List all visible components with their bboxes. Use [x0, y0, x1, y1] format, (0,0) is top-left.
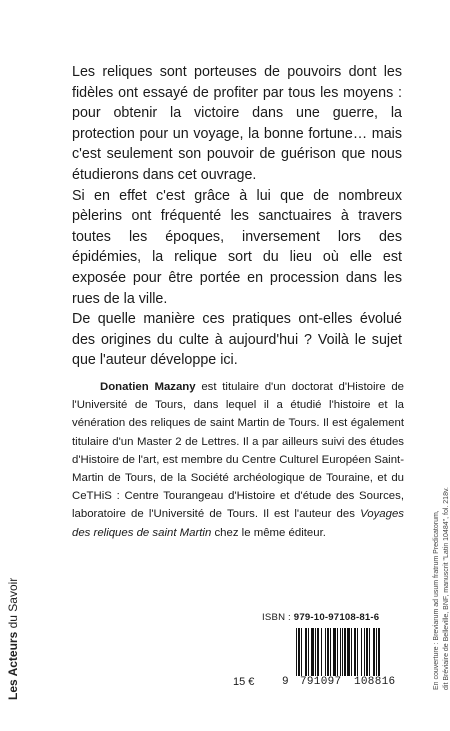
barcode-bar [366, 628, 368, 676]
bio-paragraph [72, 378, 404, 542]
barcode-bar [337, 628, 338, 676]
author-biography [72, 378, 404, 542]
cover-credit-line-1: En couverture : Breviarum ad usum fratrum Predicatorum, [433, 510, 440, 690]
bio-text-1: est titulaire d'un doctorat d'Histoire de l'Université de Tours, dans lequel il a étudié l'histoire et la vénération des reliques de saint Martin de Tours. Il est également titulaire d'un Master 2 de Lettres. Il a par ailleurs suivi des études d'Histoire de l'art, est membre du Centre Culturel Européen Saint-Martin de Tours, de la Société archéologique de Touraine, et du CeTHiS : Centre Tourangeau d'Histoire et d'étude des Sources, laboratoire de l'Université de Tours. Il est l'auteur des [72, 381, 405, 521]
barcode-bar [342, 628, 343, 676]
barcode-bar [357, 628, 358, 676]
blurb-paragraph-2: Si en effet c'est grâce à lui que de nombreux pèlerins ont fréquenté les sanctuaires à travers toutes les époques, inversement lors des épidémies, la relique sort du lieu où elle est exposée pour être portée en procession dans les rues de la ville. [72, 187, 402, 307]
blurb-paragraph-1: Les reliques sont porteuses de pouvoirs dont les fidèles ont essayé de profiter par tous les moyens : pour obtenir la victoire dans une guerre, la protection pour un voyage, la bonne fortune… mais c'est seulement son pouvoir de guérison que nous étudierons dans cet ouvrage. [72, 64, 402, 183]
blurb-paragraph-3: De quelle manière ces pratiques ont-elles évolué des origines du culte à aujourd'hui ? Voilà le sujet que l'auteur développe ici. [72, 311, 402, 369]
barcode-left-group: 791097 [300, 676, 342, 688]
barcode-bar [369, 628, 370, 676]
collection-name-rest: du Savoir [6, 577, 20, 632]
cover-credit [432, 487, 450, 690]
barcode-bar [308, 628, 309, 676]
barcode-bar [376, 628, 377, 676]
isbn-label: ISBN : [262, 612, 294, 623]
back-cover-blurb [72, 62, 402, 371]
collection-name-bold: Les Acteurs [6, 631, 20, 700]
barcode-bar [364, 628, 365, 676]
isbn-number: 979-10-97108-81-6 [293, 612, 380, 623]
barcode-bar [351, 628, 352, 676]
barcode-bar [325, 628, 326, 676]
cover-credit-line-2: dit Bréviaire de Belleville, BNF, manuscrit "Latin 10484", fol. 218v. [443, 487, 450, 690]
isbn [262, 612, 379, 623]
barcode-right-group: 108816 [354, 676, 396, 688]
barcode-bar [330, 628, 331, 676]
barcode-bars [296, 628, 408, 676]
barcode-bar [373, 628, 375, 676]
barcode-bar [354, 628, 356, 676]
barcode-bar [296, 628, 297, 676]
book-title: Voyages des reliques de saint Martin [72, 508, 404, 539]
author-name: Donatien Mazany [100, 381, 196, 393]
barcode-first-digit: 9 [282, 676, 289, 688]
barcode-bar [317, 628, 319, 676]
barcode-bar [305, 628, 307, 676]
barcode-bar [311, 628, 314, 676]
barcode-bar [298, 628, 300, 676]
barcode-bar [333, 628, 336, 676]
barcode-bar [315, 628, 316, 676]
price: 15 € [233, 676, 255, 688]
barcode-bar [340, 628, 341, 676]
barcode-bar [347, 628, 350, 676]
barcode-bar [327, 628, 329, 676]
barcode-bar [378, 628, 380, 676]
barcode-bar [301, 628, 302, 676]
barcode-bar [344, 628, 346, 676]
collection-name [6, 578, 20, 700]
bio-text-2: chez le même éditeur. [211, 526, 326, 539]
barcode-bar [321, 628, 322, 676]
barcode-bar [361, 628, 362, 676]
